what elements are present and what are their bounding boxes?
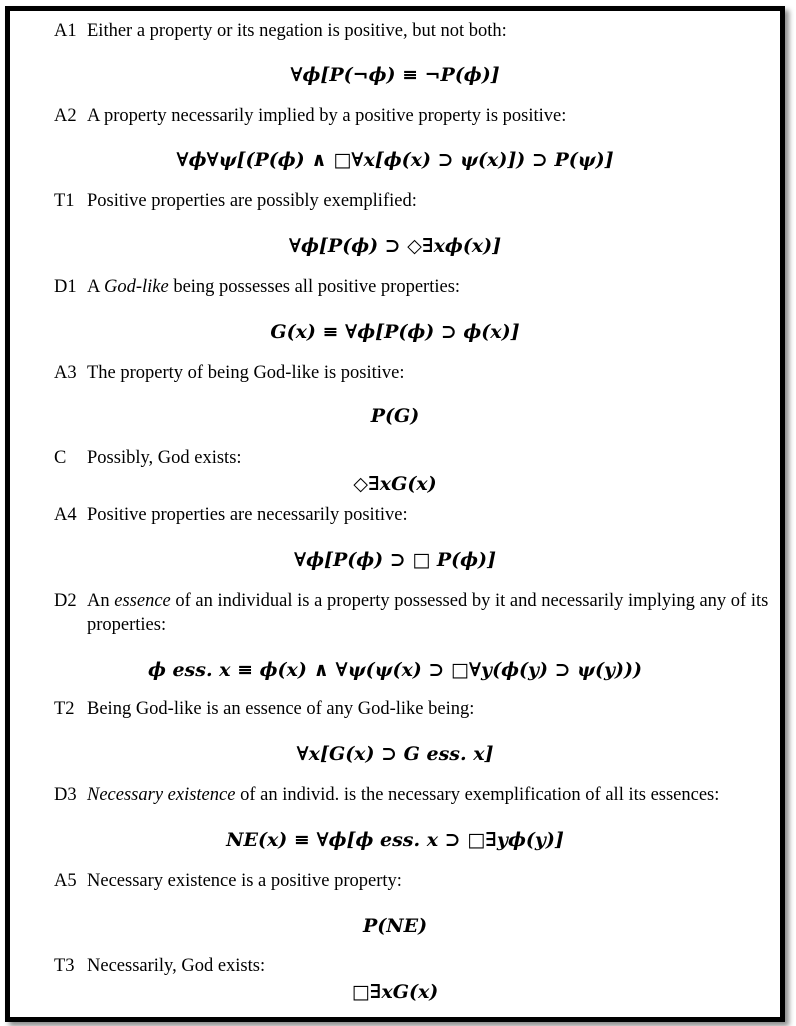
entry-description — [87, 503, 767, 527]
entry-formula: ◇∃xG(x) — [353, 473, 437, 495]
entry-label: C — [54, 448, 67, 468]
entry-label: D2 — [54, 591, 77, 611]
entry-description — [87, 189, 767, 213]
entry-formula: ∀ϕ∀ψ[(P(ϕ) ∧ □∀x[ϕ(x) ⊃ ψ(x)]) ⊃ P(ψ)] — [176, 149, 614, 171]
description-text: An — [87, 591, 115, 611]
entry-description — [87, 19, 767, 43]
description-text: Possibly, God exists: — [87, 448, 242, 468]
entry-description — [87, 697, 767, 721]
entry-description — [87, 361, 767, 385]
entry-label: A2 — [54, 106, 77, 126]
entry-formula: □∃xG(x) — [351, 981, 439, 1003]
entry-description — [87, 783, 767, 807]
description-text: Necessarily, God exists: — [87, 956, 266, 976]
description-text: of an individ. is the necessary exemplification of all its essences: — [235, 785, 720, 805]
description-text: Positive properties are possibly exemplified: — [87, 191, 417, 211]
entry-label: D1 — [54, 277, 77, 297]
entry-formula: ∀ϕ[P(ϕ) ⊃ □ P(ϕ)] — [293, 549, 497, 571]
entry-description — [87, 446, 767, 470]
entry-label: A1 — [54, 21, 77, 41]
entry-description — [87, 954, 767, 978]
description-text: Being God-like is an essence of any God-like being: — [87, 699, 475, 719]
emphasized-term: God-like — [103, 277, 169, 297]
entry-label: A4 — [54, 505, 77, 525]
description-text: A property necessarily implied by a positive property is positive: — [87, 106, 567, 126]
entry-label: A3 — [54, 363, 77, 383]
entry-label: D3 — [54, 785, 77, 805]
entry-description — [87, 589, 769, 637]
description-text: of an individual is a property possessed by it and necessarily implying any of its properties: — [87, 591, 769, 635]
entry-heading — [54, 589, 769, 637]
entry-formula: P(G) — [370, 405, 420, 427]
entry-formula: G(x) ≡ ∀ϕ[P(ϕ) ⊃ ϕ(x)] — [270, 321, 520, 343]
description-text: The property of being God-like is positive: — [87, 363, 405, 383]
entry-label: T1 — [54, 191, 75, 211]
entry-description — [87, 869, 767, 893]
description-text: Either a property or its negation is positive, but not both: — [87, 21, 507, 41]
emphasized-term: essence — [114, 591, 171, 611]
entry-label: T3 — [54, 956, 75, 976]
description-text: Positive properties are necessarily positive: — [87, 505, 408, 525]
axioms-frame — [5, 6, 785, 1022]
description-text: Necessary existence is a positive property: — [87, 871, 402, 891]
entry-description — [87, 275, 767, 299]
entry-label: A5 — [54, 871, 77, 891]
entry-formula: ϕ ess. x ≡ ϕ(x) ∧ ∀ψ(ψ(x) ⊃ □∀y(ϕ(y) ⊃ ψ(y))) — [147, 659, 643, 681]
entry-description — [87, 104, 767, 128]
description-text: A — [87, 277, 104, 297]
entry-formula: ∀x[G(x) ⊃ G ess. x] — [296, 743, 494, 765]
entry-formula: ∀ϕ[P(¬ϕ) ≡ ¬P(ϕ)] — [290, 64, 500, 86]
entry-label: T2 — [54, 699, 75, 719]
entry-formula: ∀ϕ[P(ϕ) ⊃ ◇∃xϕ(x)] — [288, 235, 502, 257]
emphasized-term: Necessary existence — [87, 785, 236, 805]
description-text: being possesses all positive properties: — [168, 277, 461, 297]
entry-formula: P(NE) — [362, 915, 428, 937]
entry-formula: NE(x) ≡ ∀ϕ[ϕ ess. x ⊃ □∃yϕ(y)] — [226, 829, 564, 851]
